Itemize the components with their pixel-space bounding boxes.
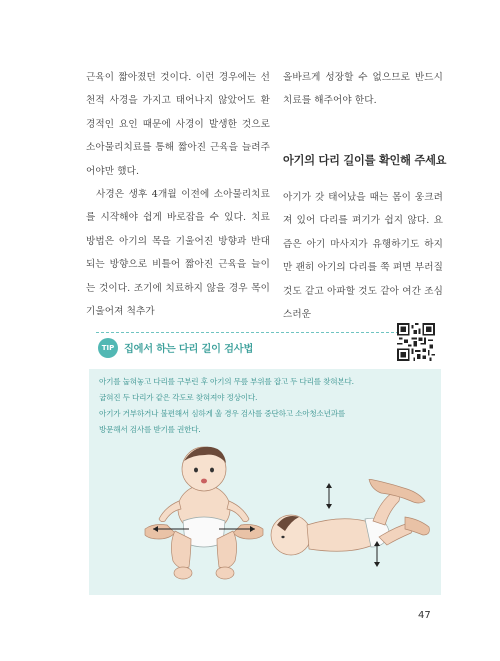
baby-seated-leg-test-illustration	[139, 443, 269, 583]
left-paragraph-1: 근육이 짧아졌던 것이다. 이런 경우에는 선천적 사경을 가지고 태어나지 않았어도 환경적인 요인 때문에 사경이 발생한 것으로 소아물리치료를 통해 짧아진 근육을 늘려주어야만 했다.	[86, 72, 270, 177]
qr-code-icon[interactable]	[397, 323, 435, 361]
tip-line: 아기를 눕혀놓고 다리를 구부린 후 아기의 무릎 부위를 잡고 두 다리를 찾혀본다.	[99, 377, 354, 386]
left-column	[86, 66, 270, 323]
section-subheading: 아기의 다리 길이를 확인해 주세요	[283, 154, 447, 167]
tip-divider	[96, 332, 434, 333]
baby-lying-leg-test-illustration	[269, 479, 434, 574]
right-paragraph-1: 올바르게 성장할 수 없으므로 반드시 치료를 해주어야 한다.	[283, 72, 443, 107]
right-column	[283, 66, 443, 321]
tip-title: 집에서 하는 다리 길이 검사법	[124, 344, 254, 355]
right-paragraph-2: 아기가 갓 태어났을 때는 몸이 웅크려져 있어 다리를 펴기가 쉽지 않다. 요즘은 아기 마사지가 유행하기도 하지만 괜히 아기의 다리를 쭉 펴면 부러질 것도 같고 아파할 것도 같아 여간 조심스러운	[283, 192, 443, 321]
tip-box	[89, 369, 441, 595]
tip-line: 굽혀진 두 다리가 같은 각도로 찾혀져야 정상이다.	[99, 393, 258, 402]
tip-line: 아기가 거부하거나 불편해서 심하게 울 경우 검사를 중단하고 소아청소년과를	[99, 409, 346, 418]
left-paragraph-2: 사경은 생후 4개월 이전에 소아물리치료를 시작해야 쉽게 바로잡을 수 있다. 치료 방법은 아기의 목을 기울어진 방향과 반대되는 방향으로 비틀어 짧아진 근육을 늘이는 것이다. 조기에 치료하지 않을 경우 목이 기울어져 척추가	[86, 189, 270, 318]
tip-line: 방문해서 검사를 받기를 권한다.	[99, 425, 201, 434]
tip-text	[99, 374, 434, 438]
page-number: 47	[418, 610, 431, 621]
tip-badge: TIP	[98, 338, 118, 358]
